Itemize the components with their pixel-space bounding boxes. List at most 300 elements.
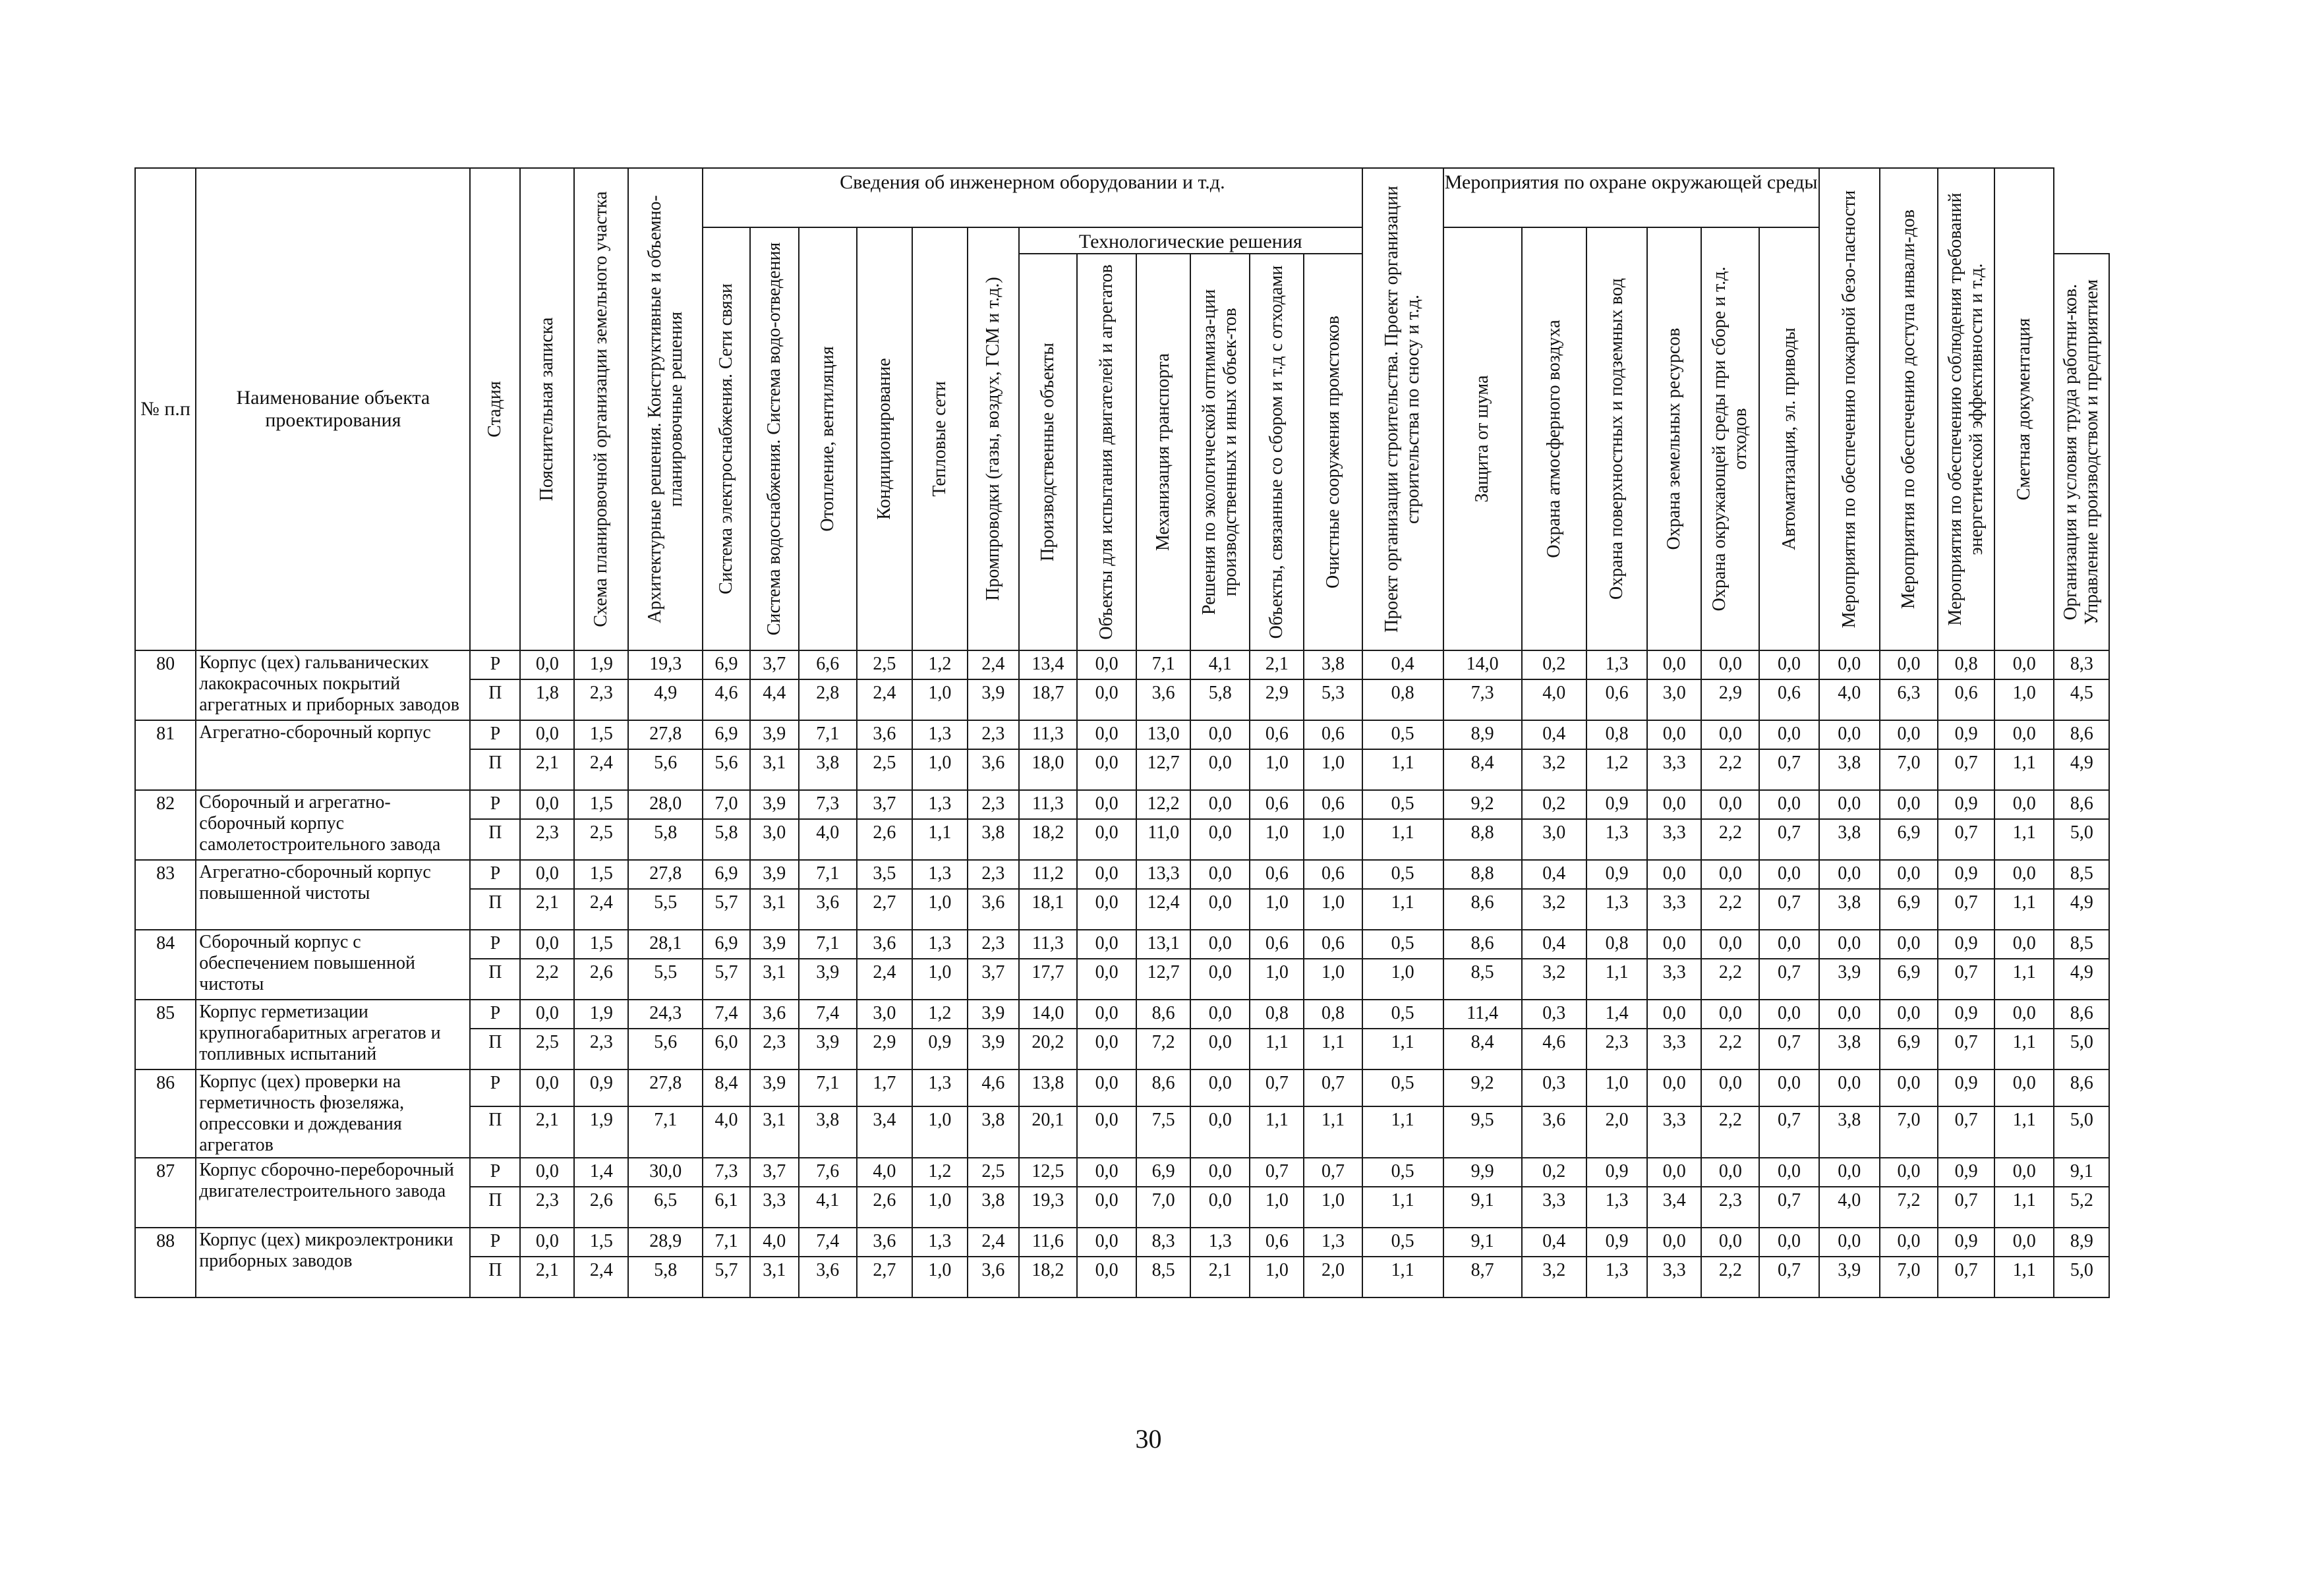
value-cell: 0,9 [912,1029,968,1069]
value-cell: 1,1 [912,819,968,860]
value-cell: 1,8 [520,679,574,720]
value-cell: 0,7 [1938,749,1994,790]
value-cell: 4,6 [703,679,750,720]
value-cell: 1,1 [1362,1257,1443,1297]
value-cell: 5,7 [703,1257,750,1297]
value-cell: 2,3 [1701,1187,1759,1228]
value-cell: 8,6 [1443,930,1522,959]
value-cell: 0,0 [1647,1000,1701,1029]
value-cell: 3,8 [968,1187,1019,1228]
value-cell: 3,9 [799,1029,857,1069]
value-cell: 7,4 [799,1228,857,1257]
value-cell: 13,1 [1136,930,1190,959]
value-cell: 0,6 [1250,720,1304,749]
value-cell: 0,0 [1819,1069,1880,1106]
value-cell: 7,4 [703,1000,750,1029]
value-cell: 0,0 [1819,790,1880,819]
value-cell: 18,1 [1019,889,1077,930]
value-cell: 1,0 [912,959,968,1000]
value-cell: 2,1 [520,1257,574,1297]
value-cell: 0,0 [1880,790,1938,819]
value-cell: 5,5 [628,889,703,930]
value-cell: 19,3 [1019,1187,1077,1228]
value-cell: 4,9 [2054,959,2109,1000]
value-cell: 1,1 [1304,1106,1362,1158]
header-environment-group: Мероприятия по охране окружающей среды [1443,168,1819,227]
value-cell: 0,0 [1190,1029,1250,1069]
value-cell: 3,7 [857,790,912,819]
value-cell: 3,6 [1136,679,1190,720]
value-cell: 4,6 [968,1069,1019,1106]
value-cell: 4,0 [750,1228,799,1257]
value-cell: 0,5 [1362,1228,1443,1257]
value-cell: 11,4 [1443,1000,1522,1029]
header-eco-optim: Решения по экологической оптимиза-ции производственных и иных объек-тов [1190,254,1250,650]
value-cell: 7,1 [799,930,857,959]
value-cell: 0,0 [1701,650,1759,679]
value-cell: 8,5 [1443,959,1522,1000]
value-cell: 0,2 [1522,790,1586,819]
row-number: 80 [135,650,196,720]
value-cell: 5,0 [2054,1257,2109,1297]
value-cell: 2,4 [574,889,628,930]
value-cell: 0,0 [1880,1000,1938,1029]
value-cell: 0,0 [1819,720,1880,749]
value-cell: 6,9 [1880,1029,1938,1069]
value-cell: 0,7 [1759,889,1818,930]
object-name: Корпус герметизации крупногабаритных агрегатов и топливных испытаний [196,1000,470,1069]
value-cell: 0,0 [1880,930,1938,959]
value-cell: 8,5 [2054,860,2109,889]
row-number: 85 [135,1000,196,1069]
value-cell: 0,4 [1362,650,1443,679]
value-cell: 1,3 [912,930,968,959]
value-cell: 3,8 [968,1106,1019,1158]
value-cell: 2,2 [1701,889,1759,930]
value-cell: 0,0 [1190,1158,1250,1187]
value-cell: 0,8 [1250,1000,1304,1029]
value-cell: 9,1 [1443,1187,1522,1228]
value-cell: 6,9 [1880,819,1938,860]
value-cell: 2,2 [1701,819,1759,860]
value-cell: 2,9 [1701,679,1759,720]
header-energy-efficiency: Мероприятия по обеспечению соблюдения требований энергетической эффективности и т.д. [1938,168,1994,650]
value-cell: 0,0 [1077,819,1136,860]
value-cell: 12,4 [1136,889,1190,930]
value-cell: 4,4 [750,679,799,720]
value-cell: 2,7 [857,1257,912,1297]
value-cell: 5,8 [628,1257,703,1297]
page-number: 30 [1135,1424,1162,1454]
value-cell: 5,7 [703,959,750,1000]
stage-cell: Р [470,720,520,749]
value-cell: 0,0 [1701,1000,1759,1029]
value-cell: 6,9 [1880,889,1938,930]
value-cell: 12,7 [1136,959,1190,1000]
value-cell: 0,6 [1250,930,1304,959]
stage-cell: Р [470,930,520,959]
value-cell: 0,0 [1077,1228,1136,1257]
value-cell: 0,0 [1994,1228,2054,1257]
header-engineering-group: Сведения об инженерном оборудовании и т.д. [703,168,1362,227]
value-cell: 0,0 [1077,889,1136,930]
value-cell: 14,0 [1443,650,1522,679]
value-cell: 6,9 [703,720,750,749]
value-cell: 1,0 [1362,959,1443,1000]
header-stage: Стадия [470,168,520,650]
table-row [135,930,2170,959]
value-cell: 0,7 [1759,959,1818,1000]
value-cell: 0,0 [1759,860,1818,889]
value-cell: 0,0 [1994,1000,2054,1029]
value-cell: 0,4 [1522,860,1586,889]
value-cell: 0,0 [1759,790,1818,819]
value-cell: 0,0 [1077,790,1136,819]
value-cell: 7,3 [1443,679,1522,720]
value-cell: 1,1 [1994,819,2054,860]
value-cell: 4,0 [703,1106,750,1158]
value-cell: 1,0 [1304,749,1362,790]
table-row [135,790,2170,819]
table-row [135,720,2170,749]
value-cell: 1,3 [912,860,968,889]
stage-cell: П [470,889,520,930]
value-cell: 7,3 [799,790,857,819]
value-cell: 0,0 [1647,930,1701,959]
value-cell: 0,6 [1304,790,1362,819]
value-cell: 0,6 [1586,679,1647,720]
value-cell: 1,1 [1250,1029,1304,1069]
value-cell: 0,9 [1938,1158,1994,1187]
value-cell: 1,0 [1586,1069,1647,1106]
value-cell: 3,8 [1819,1029,1880,1069]
value-cell: 0,0 [1759,1228,1818,1257]
value-cell: 0,6 [1304,720,1362,749]
value-cell: 3,9 [968,1029,1019,1069]
value-cell: 3,6 [799,1257,857,1297]
table-row [135,1000,2170,1029]
value-cell: 9,2 [1443,1069,1522,1106]
value-cell: 1,0 [912,889,968,930]
value-cell: 0,0 [1647,1228,1701,1257]
value-cell: 3,9 [750,790,799,819]
value-cell: 0,0 [1077,860,1136,889]
header-architecture: Архитектурные решения. Конструктивные и объемно-планировочные решения [628,168,703,650]
value-cell: 3,1 [750,749,799,790]
value-cell: 3,8 [1819,819,1880,860]
value-cell: 8,5 [2054,930,2109,959]
value-cell: 1,1 [1362,889,1443,930]
value-cell: 2,3 [574,679,628,720]
value-cell: 2,3 [750,1029,799,1069]
header-waste-objects: Объекты, связанные со сбором и т.д с отходами [1250,254,1304,650]
header-explanatory: Пояснительная записка [520,168,574,650]
value-cell: 0,6 [1304,860,1362,889]
value-cell: 0,0 [1077,720,1136,749]
row-number: 87 [135,1158,196,1228]
value-cell: 2,7 [857,889,912,930]
value-cell: 7,1 [799,860,857,889]
value-cell: 0,0 [1077,1106,1136,1158]
value-cell: 30,0 [628,1158,703,1187]
value-cell: 3,3 [1522,1187,1586,1228]
stage-cell: Р [470,860,520,889]
value-cell: 28,9 [628,1228,703,1257]
value-cell: 4,6 [1522,1029,1586,1069]
value-cell: 1,5 [574,1228,628,1257]
value-cell: 0,7 [1938,1106,1994,1158]
value-cell: 3,3 [1647,1257,1701,1297]
value-cell: 1,2 [1586,749,1647,790]
value-cell: 1,0 [1250,1187,1304,1228]
value-cell: 3,9 [750,930,799,959]
value-cell: 7,1 [703,1228,750,1257]
header-production: Производственные объекты [1019,254,1077,650]
header-labor: Организация и условия труда работни-ков. Управление производством и предприятием [2054,254,2109,650]
value-cell: 0,9 [1938,1228,1994,1257]
value-cell: 2,1 [520,889,574,930]
value-cell: 6,1 [703,1187,750,1228]
value-cell: 2,4 [574,749,628,790]
value-cell: 7,2 [1136,1029,1190,1069]
value-cell: 3,6 [750,1000,799,1029]
value-cell: 4,0 [857,1158,912,1187]
value-cell: 11,3 [1019,720,1077,749]
value-cell: 5,8 [703,819,750,860]
value-cell: 4,9 [628,679,703,720]
value-cell: 0,7 [1938,1187,1994,1228]
value-cell: 13,3 [1136,860,1190,889]
value-cell: 0,0 [1701,860,1759,889]
value-cell: 1,3 [1304,1228,1362,1257]
value-cell: 3,8 [1819,1106,1880,1158]
value-cell: 1,0 [1250,1257,1304,1297]
value-cell: 2,3 [1586,1029,1647,1069]
value-cell: 2,3 [968,860,1019,889]
value-cell: 0,0 [1190,1000,1250,1029]
header-conditioning: Кондиционирование [857,227,912,650]
value-cell: 4,1 [1190,650,1250,679]
stage-cell: Р [470,1228,520,1257]
value-cell: 2,3 [520,819,574,860]
value-cell: 1,0 [1994,679,2054,720]
value-cell: 0,0 [1647,650,1701,679]
value-cell: 4,0 [1819,679,1880,720]
value-cell: 3,9 [968,1000,1019,1029]
value-cell: 0,0 [1190,959,1250,1000]
value-cell: 1,5 [574,720,628,749]
stage-cell: П [470,819,520,860]
value-cell: 0,5 [1362,860,1443,889]
object-name: Корпус (цех) проверки на герметичность фюзеляжа, опрессовки и дождевания агрегатов [196,1069,470,1158]
header-construction-org: Проект организации строительства. Проект организации строительства по сносу и т.д. [1362,168,1443,650]
value-cell: 3,8 [799,749,857,790]
header-treatment: Очистные сооружения промстоков [1304,254,1362,650]
value-cell: 2,4 [574,1257,628,1297]
value-cell: 7,5 [1136,1106,1190,1158]
value-cell: 4,9 [2054,889,2109,930]
value-cell: 0,0 [1759,1069,1818,1106]
value-cell: 2,2 [1701,749,1759,790]
value-cell: 0,6 [1250,790,1304,819]
value-cell: 2,3 [968,790,1019,819]
value-cell: 4,5 [2054,679,2109,720]
value-cell: 12,7 [1136,749,1190,790]
value-cell: 7,0 [1880,1257,1938,1297]
value-cell: 3,8 [1819,749,1880,790]
value-cell: 0,0 [1647,720,1701,749]
header-site-plan: Схема планировочной организации земельного участка [574,168,628,650]
value-cell: 18,2 [1019,819,1077,860]
value-cell: 8,8 [1443,819,1522,860]
value-cell: 8,6 [1443,889,1522,930]
value-cell: 7,0 [1880,749,1938,790]
value-cell: 0,0 [520,790,574,819]
value-cell: 3,5 [857,860,912,889]
value-cell: 1,3 [912,720,968,749]
value-cell: 0,0 [1077,1187,1136,1228]
value-cell: 0,9 [1938,1069,1994,1106]
value-cell: 5,2 [2054,1187,2109,1228]
value-cell: 9,2 [1443,790,1522,819]
value-cell: 1,9 [574,650,628,679]
value-cell: 0,2 [1522,1158,1586,1187]
value-cell: 8,6 [2054,790,2109,819]
value-cell: 13,8 [1019,1069,1077,1106]
value-cell: 2,0 [1304,1257,1362,1297]
value-cell: 1,0 [1304,1187,1362,1228]
value-cell: 0,0 [1994,720,2054,749]
value-cell: 3,0 [1647,679,1701,720]
value-cell: 3,0 [857,1000,912,1029]
value-cell: 2,6 [857,819,912,860]
value-cell: 0,0 [1647,860,1701,889]
value-cell: 7,1 [628,1106,703,1158]
value-cell: 0,7 [1938,819,1994,860]
stage-cell: Р [470,1158,520,1187]
value-cell: 3,6 [968,1257,1019,1297]
value-cell: 0,7 [1304,1158,1362,1187]
value-cell: 2,5 [857,749,912,790]
header-engine-test: Объекты для испытания двигателей и агрегатов [1077,254,1136,650]
value-cell: 0,0 [520,1158,574,1187]
value-cell: 6,0 [703,1029,750,1069]
value-cell: 12,5 [1019,1158,1077,1187]
stage-cell: П [470,749,520,790]
value-cell: 1,1 [1250,1106,1304,1158]
value-cell: 1,3 [1586,889,1647,930]
value-cell: 0,0 [1994,930,2054,959]
value-cell: 7,1 [799,1069,857,1106]
value-cell: 2,5 [857,650,912,679]
value-cell: 0,6 [1938,679,1994,720]
value-cell: 1,3 [1586,819,1647,860]
value-cell: 0,0 [1190,889,1250,930]
value-cell: 3,6 [968,889,1019,930]
value-cell: 0,0 [1647,1069,1701,1106]
value-cell: 3,1 [750,889,799,930]
value-cell: 1,7 [857,1069,912,1106]
value-cell: 2,2 [520,959,574,1000]
value-cell: 0,0 [1647,790,1701,819]
value-cell: 28,1 [628,930,703,959]
value-cell: 0,0 [1880,1228,1938,1257]
value-cell: 0,9 [1938,1000,1994,1029]
value-cell: 3,4 [857,1106,912,1158]
object-name: Сборочный и агрегатно-сборочный корпус самолетостроительного завода [196,790,470,860]
value-cell: 4,0 [1522,679,1586,720]
value-cell: 2,4 [857,679,912,720]
value-cell: 1,0 [1250,889,1304,930]
value-cell: 2,4 [968,650,1019,679]
row-number: 83 [135,860,196,930]
value-cell: 3,3 [1647,959,1701,1000]
header-automation: Автоматизация, эл. приводы [1759,227,1818,650]
value-cell: 0,7 [1250,1158,1304,1187]
value-cell: 0,7 [1759,1106,1818,1158]
value-cell: 19,3 [628,650,703,679]
value-cell: 0,7 [1938,1029,1994,1069]
value-cell: 2,5 [520,1029,574,1069]
value-cell: 1,1 [1362,1106,1443,1158]
value-cell: 1,1 [1304,1029,1362,1069]
value-cell: 8,3 [1136,1228,1190,1257]
value-cell: 0,9 [1586,1158,1647,1187]
value-cell: 1,0 [912,679,968,720]
value-cell: 0,3 [1522,1069,1586,1106]
value-cell: 0,6 [1250,860,1304,889]
value-cell: 1,0 [1250,749,1304,790]
stage-cell: Р [470,650,520,679]
value-cell: 3,9 [1819,1257,1880,1297]
value-cell: 0,7 [1759,1187,1818,1228]
value-cell: 1,0 [1250,959,1304,1000]
value-cell: 7,3 [703,1158,750,1187]
value-cell: 2,2 [1701,1257,1759,1297]
value-cell: 8,6 [1136,1000,1190,1029]
value-cell: 18,0 [1019,749,1077,790]
value-cell: 0,0 [1190,749,1250,790]
value-cell: 0,0 [520,720,574,749]
value-cell: 1,0 [912,1187,968,1228]
value-cell: 2,2 [1701,1106,1759,1158]
value-cell: 3,4 [1647,1187,1701,1228]
table-row [135,1228,2170,1257]
value-cell: 3,6 [857,1228,912,1257]
value-cell: 0,2 [1522,650,1586,679]
object-name: Корпус (цех) гальванических лакокрасочных покрытий агрегатных и приборных заводов [196,650,470,720]
value-cell: 7,2 [1880,1187,1938,1228]
value-cell: 0,5 [1362,1069,1443,1106]
value-cell: 1,0 [1304,889,1362,930]
value-cell: 6,5 [628,1187,703,1228]
table-row [135,650,2170,679]
value-cell: 0,0 [520,1228,574,1257]
object-name: Корпус сборочно-переборочный двигателестроительного завода [196,1158,470,1228]
header-pipelines: Промпроводки (газы, воздух, ГСМ и т.д.) [968,227,1019,650]
value-cell: 2,2 [1701,1029,1759,1069]
value-cell: 11,0 [1136,819,1190,860]
value-cell: 11,6 [1019,1228,1077,1257]
stage-cell: Р [470,790,520,819]
value-cell: 2,4 [857,959,912,1000]
value-cell: 0,5 [1362,720,1443,749]
value-cell: 0,0 [1190,1106,1250,1158]
value-cell: 3,3 [1647,889,1701,930]
value-cell: 3,9 [750,1069,799,1106]
value-cell: 18,7 [1019,679,1077,720]
value-cell: 0,9 [1586,1228,1647,1257]
